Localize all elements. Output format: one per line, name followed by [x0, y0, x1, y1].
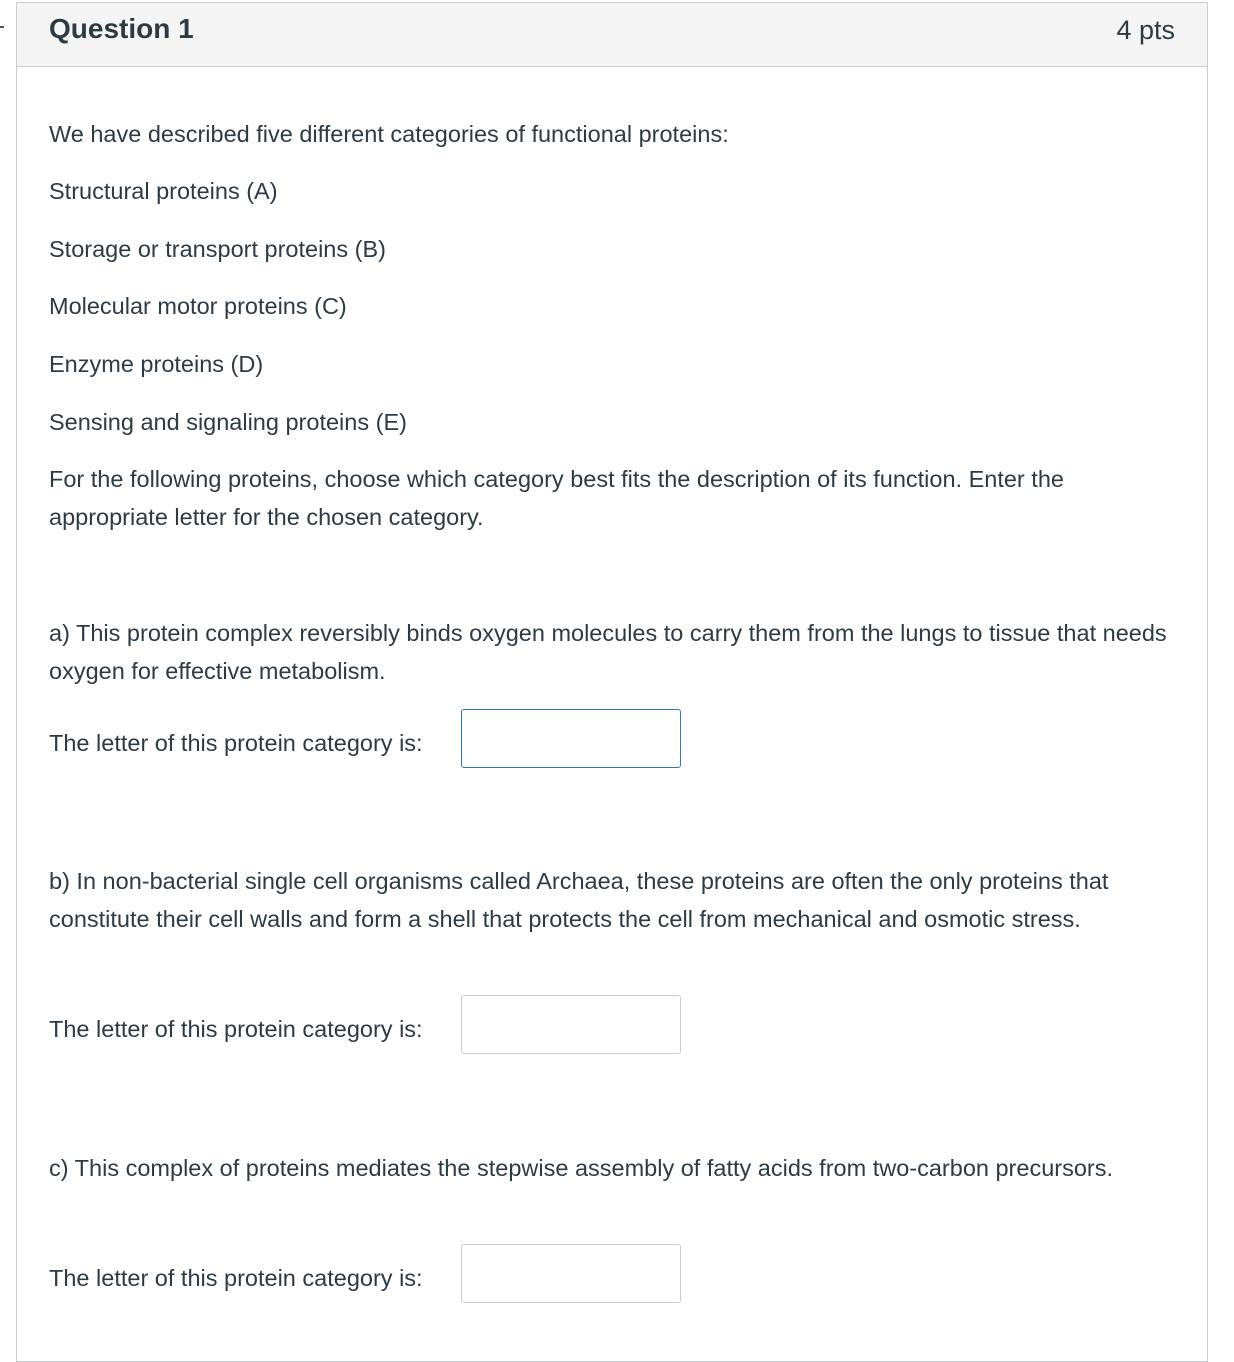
- category-b: Storage or transport proteins (B): [49, 236, 386, 262]
- instructions: For the following proteins, choose which category best fits the description of its function. Enter the appropriate letter for the chosen category.: [49, 466, 1064, 530]
- part-c-answer-input[interactable]: [461, 1244, 681, 1303]
- part-b-text: b) In non-bacterial single cell organisms called Archaea, these proteins are often the only proteins that constitute their cell walls and form a shell that protects the cell from mechanical and osmotic stress.: [49, 868, 1109, 932]
- category-e: Sensing and signaling proteins (E): [49, 409, 407, 435]
- part-a-answer-label: The letter of this protein category is:: [49, 730, 423, 756]
- part-b-answer-label: The letter of this protein category is:: [49, 1016, 423, 1042]
- category-d: Enzyme proteins (D): [49, 351, 264, 377]
- intro-lead: We have described five different categories of functional proteins:: [49, 121, 729, 147]
- part-a-answer-input[interactable]: [461, 709, 681, 768]
- question-header: [17, 3, 1207, 67]
- part-c-text: c) This complex of proteins mediates the stepwise assembly of fatty acids from two-carbon precursors.: [49, 1155, 1114, 1181]
- part-c-answer-label: The letter of this protein category is:: [49, 1265, 423, 1291]
- question-points: 4 pts: [1116, 15, 1175, 45]
- question-card: [16, 2, 1208, 1362]
- part-b-answer-input[interactable]: [461, 995, 681, 1054]
- category-c: Molecular motor proteins (C): [49, 293, 347, 319]
- category-a: Structural proteins (A): [49, 178, 278, 204]
- question-title: Question 1: [49, 13, 194, 44]
- part-a-text: a) This protein complex reversibly binds oxygen molecules to carry them from the lungs to tissue that needs oxygen for effective metabolism.: [49, 620, 1167, 684]
- left-margin-tick: [0, 26, 4, 28]
